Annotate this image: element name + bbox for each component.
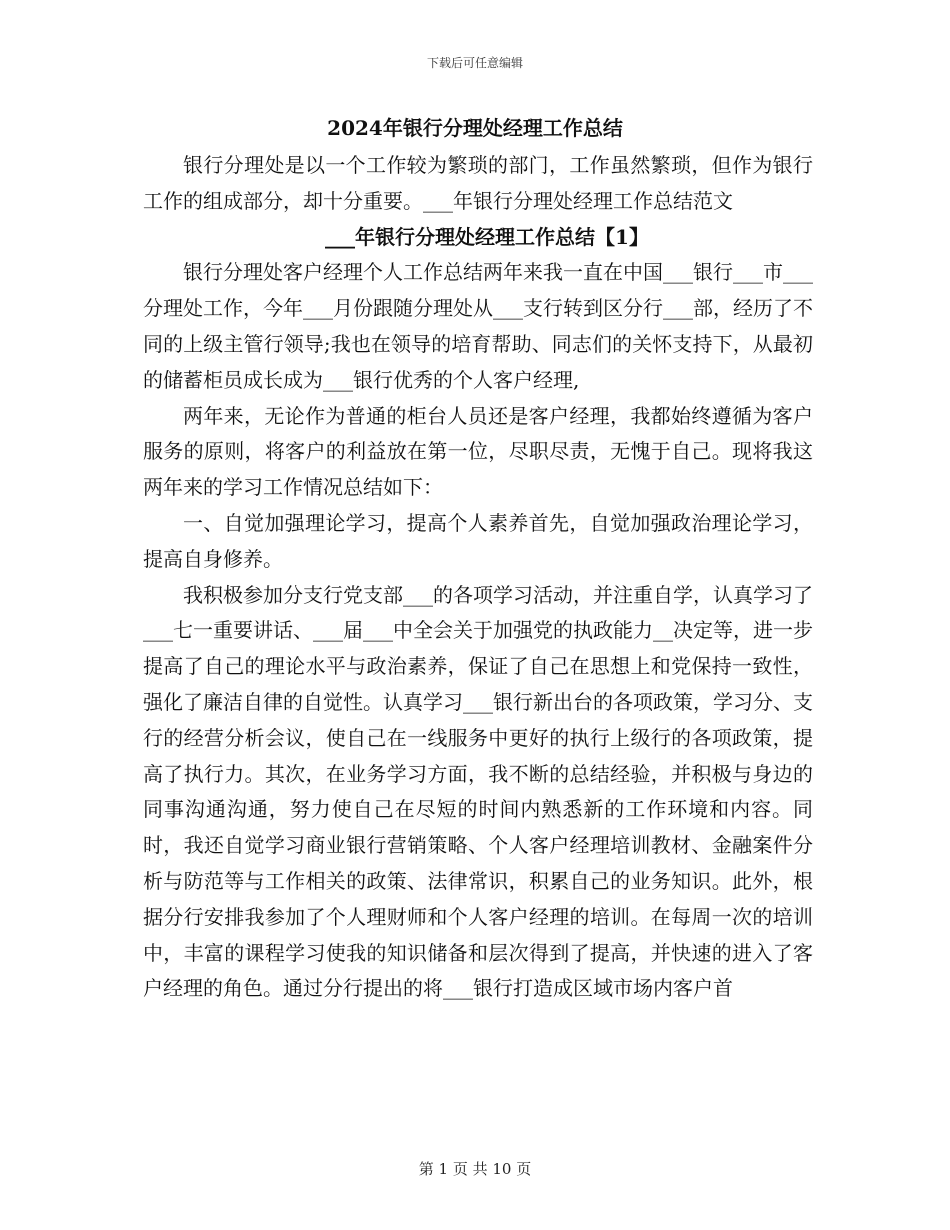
- document-title: 2024年银行分理处经理工作总结: [327, 116, 623, 140]
- body-paragraph-3: 一、自觉加强理论学习，提高个人素养首先，自觉加强政治理论学习，提高自身修养。: [143, 510, 813, 571]
- page-number-footer: 第 1 页 共 10 页: [418, 1160, 532, 1178]
- body-paragraph-2: 两年来，无论作为普通的柜台人员还是客户经理，我都始终遵循为客户服务的原则，将客户的利益放在第一位，尽职尽责，无愧于自己。现将我这两年来的学习工作情况总结如下：: [143, 403, 813, 500]
- body-paragraph-4: 我积极参加分支行党支部___的各项学习活动，并注重自学，认真学习了___七一重要讲话、___届___中全会关于加强党的执政能力__决定等，进一步提高了自己的理论水平与政治素养，保证了自己在思想上和党保持一致性，强化了廉洁自律的自觉性。认真学习___银行新出台的各项政策，学习分、支行的经营分析会议，使自己在一线服务中更好的执行上级行的各项政策，提高了执行力。其次，在业务学习方面，我不断的总结经验，并积极与身边的同事沟通沟通，努力使自己在尽短的时间内熟悉新的工作环境和内容。同时，我还自觉学习商业银行营销策略、个人客户经理培训教材、金融案件分析与防范等与工作相关的政策、法律常识，积累自己的业务知识。此外，根据分行安排我参加了个人理财师和个人客户经理的培训。在每周一次的培训中，丰富的课程学习使我的知识储备和层次得到了提高，并快速的进入了客户经理的角色。通过分行提出的将___银行打造成区域市场内客户首: [143, 582, 813, 1001]
- body-paragraph-1: 银行分理处客户经理个人工作总结两年来我一直在中国___银行___市___分理处工作，今年___月份跟随分理处从___支行转到区分行___部，经历了不同的上级主管行领导;我也在领导的培育帮助、同志们的关怀支持下，从最初的储蓄柜员成长成为___银行优秀的个人客户经理,: [143, 260, 813, 392]
- document-body: [143, 148, 813, 1007]
- header-note: 下载后可任意编辑: [426, 56, 523, 70]
- intro-paragraph: 银行分理处是以一个工作较为繁琐的部门，工作虽然繁琐，但作为银行工作的组成部分，却十分重要。___年银行分理处经理工作总结范文: [143, 153, 813, 213]
- section-heading: ___年银行分理处经理工作总结【1】: [325, 224, 649, 249]
